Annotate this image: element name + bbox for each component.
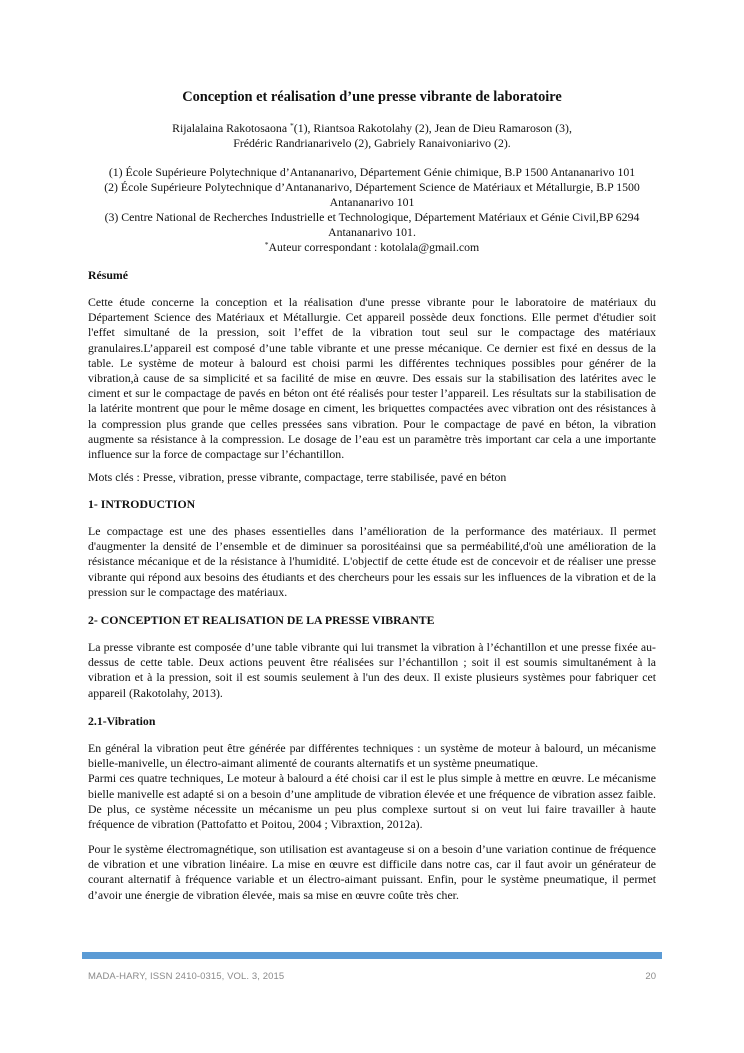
author-list xyxy=(88,121,656,151)
conception-body xyxy=(88,640,656,701)
intro-section xyxy=(88,497,656,512)
affiliations xyxy=(88,165,656,255)
footer-divider-bar xyxy=(82,952,662,959)
affiliation-3: (3) Centre National de Recherches Industrielle et Technologique, Département Matériaux et Génie Civil,BP 6294 Antananarivo 101. xyxy=(104,210,640,239)
author-line-1: Rijalalaina Rakotosaona *(1), Riantsoa Rakotolahy (2), Jean de Dieu Ramaroson (3), xyxy=(172,121,572,135)
page-number: 20 xyxy=(645,971,656,982)
corresponding-author: *Auteur correspondant : kotolala@gmail.com xyxy=(264,240,480,254)
intro-body xyxy=(88,524,656,600)
affiliation-1: (1) École Supérieure Polytechnique d’Antananarivo, Département Génie chimique, B.P 1500 Antananarivo 101 xyxy=(108,165,636,179)
paper-title: Conception et réalisation d’une presse vibrante de laboratoire xyxy=(182,89,562,105)
author-line-2: Frédéric Randrianarivelo (2), Gabriely Ranaivoniarivo (2). xyxy=(233,136,511,150)
keywords-block xyxy=(88,470,656,485)
intro-text: Le compactage est une des phases essentielles dans l’amélioration de la performance des matériaux. Il permet d'augmenter la densité de l’ensemble et de diminuer sa porositéainsi que sa perméabilité,d'où une amélioration de la résistance mécanique et de la résistance à l'humidité. L'objectif de cette étude est de concevoir et de réaliser une presse vibrante qui répond aux besoins des étudiants et des chercheurs pour les essais sur les influences de la vibration et de la pression sur le compactage des matériaux. xyxy=(88,524,656,599)
abstract-heading: Résumé xyxy=(88,268,128,282)
abstract-heading-block xyxy=(88,268,656,283)
footer-journal: MADA-HARY, ISSN 2410-0315, VOL. 3, 2015 xyxy=(88,971,285,982)
conception-heading: 2- CONCEPTION ET REALISATION DE LA PRESSE VIBRANTE xyxy=(88,613,435,627)
affiliation-2: (2) École Supérieure Polytechnique d’Antananarivo, Département Science de Matériaux et Métallurgie, B.P 1500 Antananarivo 101 xyxy=(104,180,640,209)
conception-section xyxy=(88,613,656,628)
abstract-body xyxy=(88,295,656,462)
keywords: Mots clés : Presse, vibration, presse vibrante, compactage, terre stabilisée, pavé en béton xyxy=(88,470,507,484)
vibration-paragraph-3: Pour le système électromagnétique, son utilisation est avantageuse si on a besoin d’une variation continue de fréquence de vibration et une vibration linéaire. La mise en œuvre est difficile dans notre cas, car il faut avoir un générateur de courant alternatif à fréquence variable et un électro-aimant puissant. Enfin, pour le système pneumatique, il permet d’avoir une énergie de vibration élevée, mais sa mise en œuvre coûte très cher. xyxy=(88,842,656,902)
vibration-body-2 xyxy=(88,842,656,903)
vibration-paragraph-1: En général la vibration peut être générée par différentes techniques : un système de moteur à balourd, un mécanisme bielle-manivelle, un électro-aimant alimenté de courants alternatifs et un système pneumatique. xyxy=(88,741,656,771)
intro-heading: 1- INTRODUCTION xyxy=(88,497,196,511)
vibration-section xyxy=(88,714,656,729)
vibration-body xyxy=(88,741,656,832)
vibration-paragraph-2: Parmi ces quatre techniques, Le moteur à balourd a été choisi car il est le plus simple à mettre en œuvre. Le mécanisme bielle manivelle est adapté si on a besoin d’une amplitude de vibration élevée et une fréquence de vibration assez faible. De plus, ce système nécessite un mécanisme un peu plus complexe surtout si on veut lui faire travailler à haute fréquence de vibration (Pattofatto et Poitou, 2004 ; Vibraxtion, 2012a). xyxy=(88,771,656,832)
vibration-heading: 2.1-Vibration xyxy=(88,714,156,728)
conception-text: La presse vibrante est composée d’une table vibrante qui lui transmet la vibration à l’échantillon et une presse fixée au-dessus de cette table. Deux actions peuvent être réalisées sur l’échantillon ; soit il est soumis simultanément à la vibration et à la pression, soit il est soumis seulement à l'un des deux. Il existe plusieurs systèmes pour fabriquer cet appareil (Rakotolahy, 2013). xyxy=(88,640,656,700)
abstract-text: Cette étude concerne la conception et la réalisation d'une presse vibrante pour le laboratoire de matériaux du Département Science des Matériaux et Métallurgie. Cet appareil possède deux fonctions. Elle permet d'étudier soit l'effet simultané de la pression, soit l’effet de la vibration tout seul sur le compactage des matériaux granulaires.L’appareil est composé d’une table vibrante et une presse mécanique. Ce dernier est fixé en dessus de la table. Le système de moteur à balourd est choisi parmi les différentes techniques possibles pour générer de la vibration,à cause de sa simplicité et sa facilité de mise en œuvre. Des essais sur la stabilisation des latérites avec le ciment et sur le compactage de pavés en béton ont été réalisés pour tester l’appareil. Les résultats sur la stabilisation de la latérite montrent que pour le même dosage en ciment, les briquettes compactées avec vibration ont des résistances à la compression plus grande que celles pressées sans vibration. Pour le compactage de pavé en béton, la vibration augmente sa résistance à la compression. Le dosage de l’eau est un paramètre très important car cela a une importante influence sur la force de compactage sur l’échantillon. xyxy=(88,295,656,462)
